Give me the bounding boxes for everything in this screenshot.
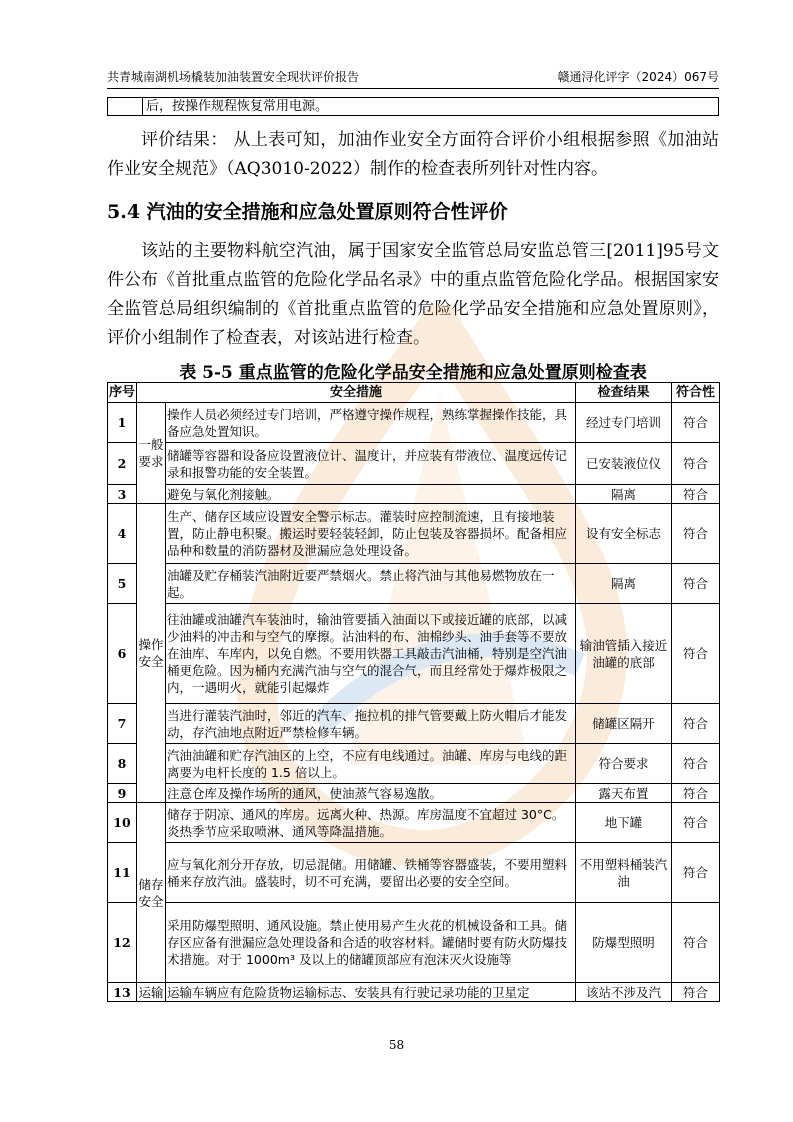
table-row bbox=[108, 983, 720, 1002]
row-result: 不用塑料桶装汽油 bbox=[576, 843, 672, 903]
continued-row-text: 后，按操作规程恢复常用电源。 bbox=[146, 99, 329, 114]
row-measure: 避免与氧化剂接触。 bbox=[166, 485, 576, 504]
row-no: 8 bbox=[108, 744, 137, 784]
row-no: 6 bbox=[108, 604, 137, 704]
header-report-number: 赣通浔化评字（2024）067号 bbox=[557, 70, 719, 84]
row-result: 符合要求 bbox=[576, 744, 672, 784]
page-number: 58 bbox=[388, 1038, 405, 1052]
header-no: 序号 bbox=[108, 383, 137, 403]
row-result: 经过专门培训 bbox=[576, 403, 672, 443]
row-result: 输油管插入接近油罐的底部 bbox=[576, 604, 672, 704]
row-no: 10 bbox=[108, 803, 137, 843]
inspection-table bbox=[107, 382, 720, 1002]
table-caption: 表 5-5 重点监管的危险化学品安全措施和应急处置原则检查表 bbox=[179, 363, 647, 383]
row-conform: 符合 bbox=[672, 803, 720, 843]
row-no: 2 bbox=[108, 443, 137, 485]
row-conform: 符合 bbox=[672, 903, 720, 983]
table-header-row bbox=[108, 383, 720, 403]
row-measure: 采用防爆型照明、通风设施。禁止使用易产生火花的机械设备和工具。储存区应备有泄漏应急处理设备和合适的收容材料。罐储时要有防火防爆技术措施。对于 1000m³ 及以上的储罐顶部应有泡沫灭火设施等 bbox=[166, 903, 576, 983]
header-conform: 符合性 bbox=[672, 383, 720, 403]
table-row bbox=[108, 744, 720, 784]
row-no: 3 bbox=[108, 485, 137, 504]
row-measure: 应与氧化剂分开存放，切忌混储。用储罐、铁桶等容器盛装，不要用塑料桶来存放汽油。盛装时，切不可充满，要留出必要的安全空间。 bbox=[166, 843, 576, 903]
row-result: 防爆型照明 bbox=[576, 903, 672, 983]
row-measure: 油罐及贮存桶装汽油附近要严禁烟火。禁止将汽油与其他易燃物放在一起。 bbox=[166, 564, 576, 604]
category-transport: 运输 bbox=[138, 984, 164, 1000]
row-result: 隔离 bbox=[576, 564, 672, 604]
row-measure: 当进行灌装汽油时，邻近的汽车、拖拉机的排气管要戴上防火帽后才能发动，存汽油地点附近严禁检修车辆。 bbox=[166, 704, 576, 744]
row-result: 该站不涉及汽 bbox=[576, 983, 672, 1002]
row-result: 隔离 bbox=[576, 485, 672, 504]
table-row bbox=[108, 403, 720, 443]
category-storage: 储存安全 bbox=[137, 803, 166, 983]
table-row bbox=[108, 604, 720, 704]
row-conform: 符合 bbox=[672, 704, 720, 744]
row-conform: 符合 bbox=[672, 843, 720, 903]
row-conform: 符合 bbox=[672, 564, 720, 604]
body-paragraph: 该站的主要物料航空汽油，属于国家安全监管总局安监总管三[2011]95号文件公布《首批重点监管的危险化学品名录》中的重点监管危险化学品。根据国家安全监管总局组织编制的《首批重点监管的危险化学品安全措施和应急处置原则》，评价小组制作了检查表，对该站进行检查。 bbox=[107, 241, 719, 348]
section-title: 5.4 汽油的安全措施和应急处置原则符合性评价 bbox=[107, 201, 508, 223]
row-measure: 生产、储存区域应设置安全警示标志。灌装时应控制流速，且有接地装置，防止静电积聚。搬运时要轻装轻卸，防止包装及容器损坏。配备相应品种和数量的消防器材及泄漏应急处理设备。 bbox=[166, 504, 576, 564]
table-row bbox=[108, 843, 720, 903]
table-row bbox=[108, 564, 720, 604]
row-no: 13 bbox=[108, 983, 137, 1002]
row-no: 1 bbox=[108, 403, 137, 443]
row-result: 设有安全标志 bbox=[576, 504, 672, 564]
row-no: 7 bbox=[108, 704, 137, 744]
row-conform: 符合 bbox=[672, 604, 720, 704]
category-operation: 操作安全 bbox=[137, 504, 166, 803]
row-measure: 储存于阴凉、通风的库房。远离火种、热源。库房温度不宜超过 30°C。炎热季节应采取喷淋、通风等降温措施。 bbox=[166, 803, 576, 843]
evaluation-result-paragraph: 评价结果： 从上表可知，加油作业安全方面符合评价小组根据参照《加油站作业安全规范》（AQ3010-2022）制作的检查表所列针对性内容。 bbox=[107, 130, 719, 179]
header-result: 检查结果 bbox=[576, 383, 672, 403]
header-report-title: 共青城南湖机场橇装加油装置安全现状评价报告 bbox=[107, 70, 360, 84]
row-result: 地下罐 bbox=[576, 803, 672, 843]
page-header bbox=[107, 68, 719, 84]
row-measure: 操作人员必须经过专门培训，严格遵守操作规程，熟练掌握操作技能，具备应急处置知识。 bbox=[166, 403, 576, 443]
row-result: 储罐区隔开 bbox=[576, 704, 672, 744]
row-no: 4 bbox=[108, 504, 137, 564]
row-conform: 符合 bbox=[672, 744, 720, 784]
continued-table-row bbox=[107, 97, 719, 116]
table-row bbox=[108, 443, 720, 485]
table-row bbox=[108, 903, 720, 983]
row-conform: 符合 bbox=[672, 504, 720, 564]
row-result: 已安装液位仪 bbox=[576, 443, 672, 485]
row-measure: 储罐等容器和设备应设置液位计、温度计，并应装有带液位、温度远传记录和报警功能的安全装置。 bbox=[166, 443, 576, 485]
header-measure: 安全措施 bbox=[137, 383, 576, 403]
row-no: 11 bbox=[108, 843, 137, 903]
row-measure: 往油罐或油罐汽车装油时，输油管要插入油面以下或接近罐的底部，以减少油料的冲击和与空气的摩擦。沾油料的布、油棉纱头、油手套等不要放在油库、车库内，以免自燃。不要用铁器工具敲击汽油桶，特别是空汽油桶更危险。因为桶内充满汽油与空气的混合气，而且经常处于爆炸极限之内，一遇明火，就能引起爆炸 bbox=[166, 604, 576, 704]
row-measure: 注意仓库及操作场所的通风，使油蒸气容易逸散。 bbox=[166, 784, 576, 803]
row-conform: 符合 bbox=[672, 784, 720, 803]
row-result: 露天布置 bbox=[576, 784, 672, 803]
continued-row-empty-cell bbox=[108, 98, 143, 115]
table-row bbox=[108, 784, 720, 803]
row-measure: 汽油油罐和贮存汽油区的上空，不应有电线通过。油罐、库房与电线的距离要为电杆长度的 1.5 倍以上。 bbox=[166, 744, 576, 784]
row-conform: 符合 bbox=[672, 485, 720, 504]
table-row bbox=[108, 504, 720, 564]
row-no: 12 bbox=[108, 903, 137, 983]
row-measure: 运输车辆应有危险货物运输标志、安装具有行驶记录功能的卫星定 bbox=[166, 983, 576, 1002]
row-no: 9 bbox=[108, 784, 137, 803]
header-rule bbox=[107, 88, 719, 89]
row-conform: 符合 bbox=[672, 983, 720, 1002]
table-row bbox=[108, 485, 720, 504]
row-conform: 符合 bbox=[672, 403, 720, 443]
table-row bbox=[108, 803, 720, 843]
category-general: 一般要求 bbox=[137, 403, 166, 504]
row-conform: 符合 bbox=[672, 443, 720, 485]
row-no: 5 bbox=[108, 564, 137, 604]
table-row bbox=[108, 704, 720, 744]
